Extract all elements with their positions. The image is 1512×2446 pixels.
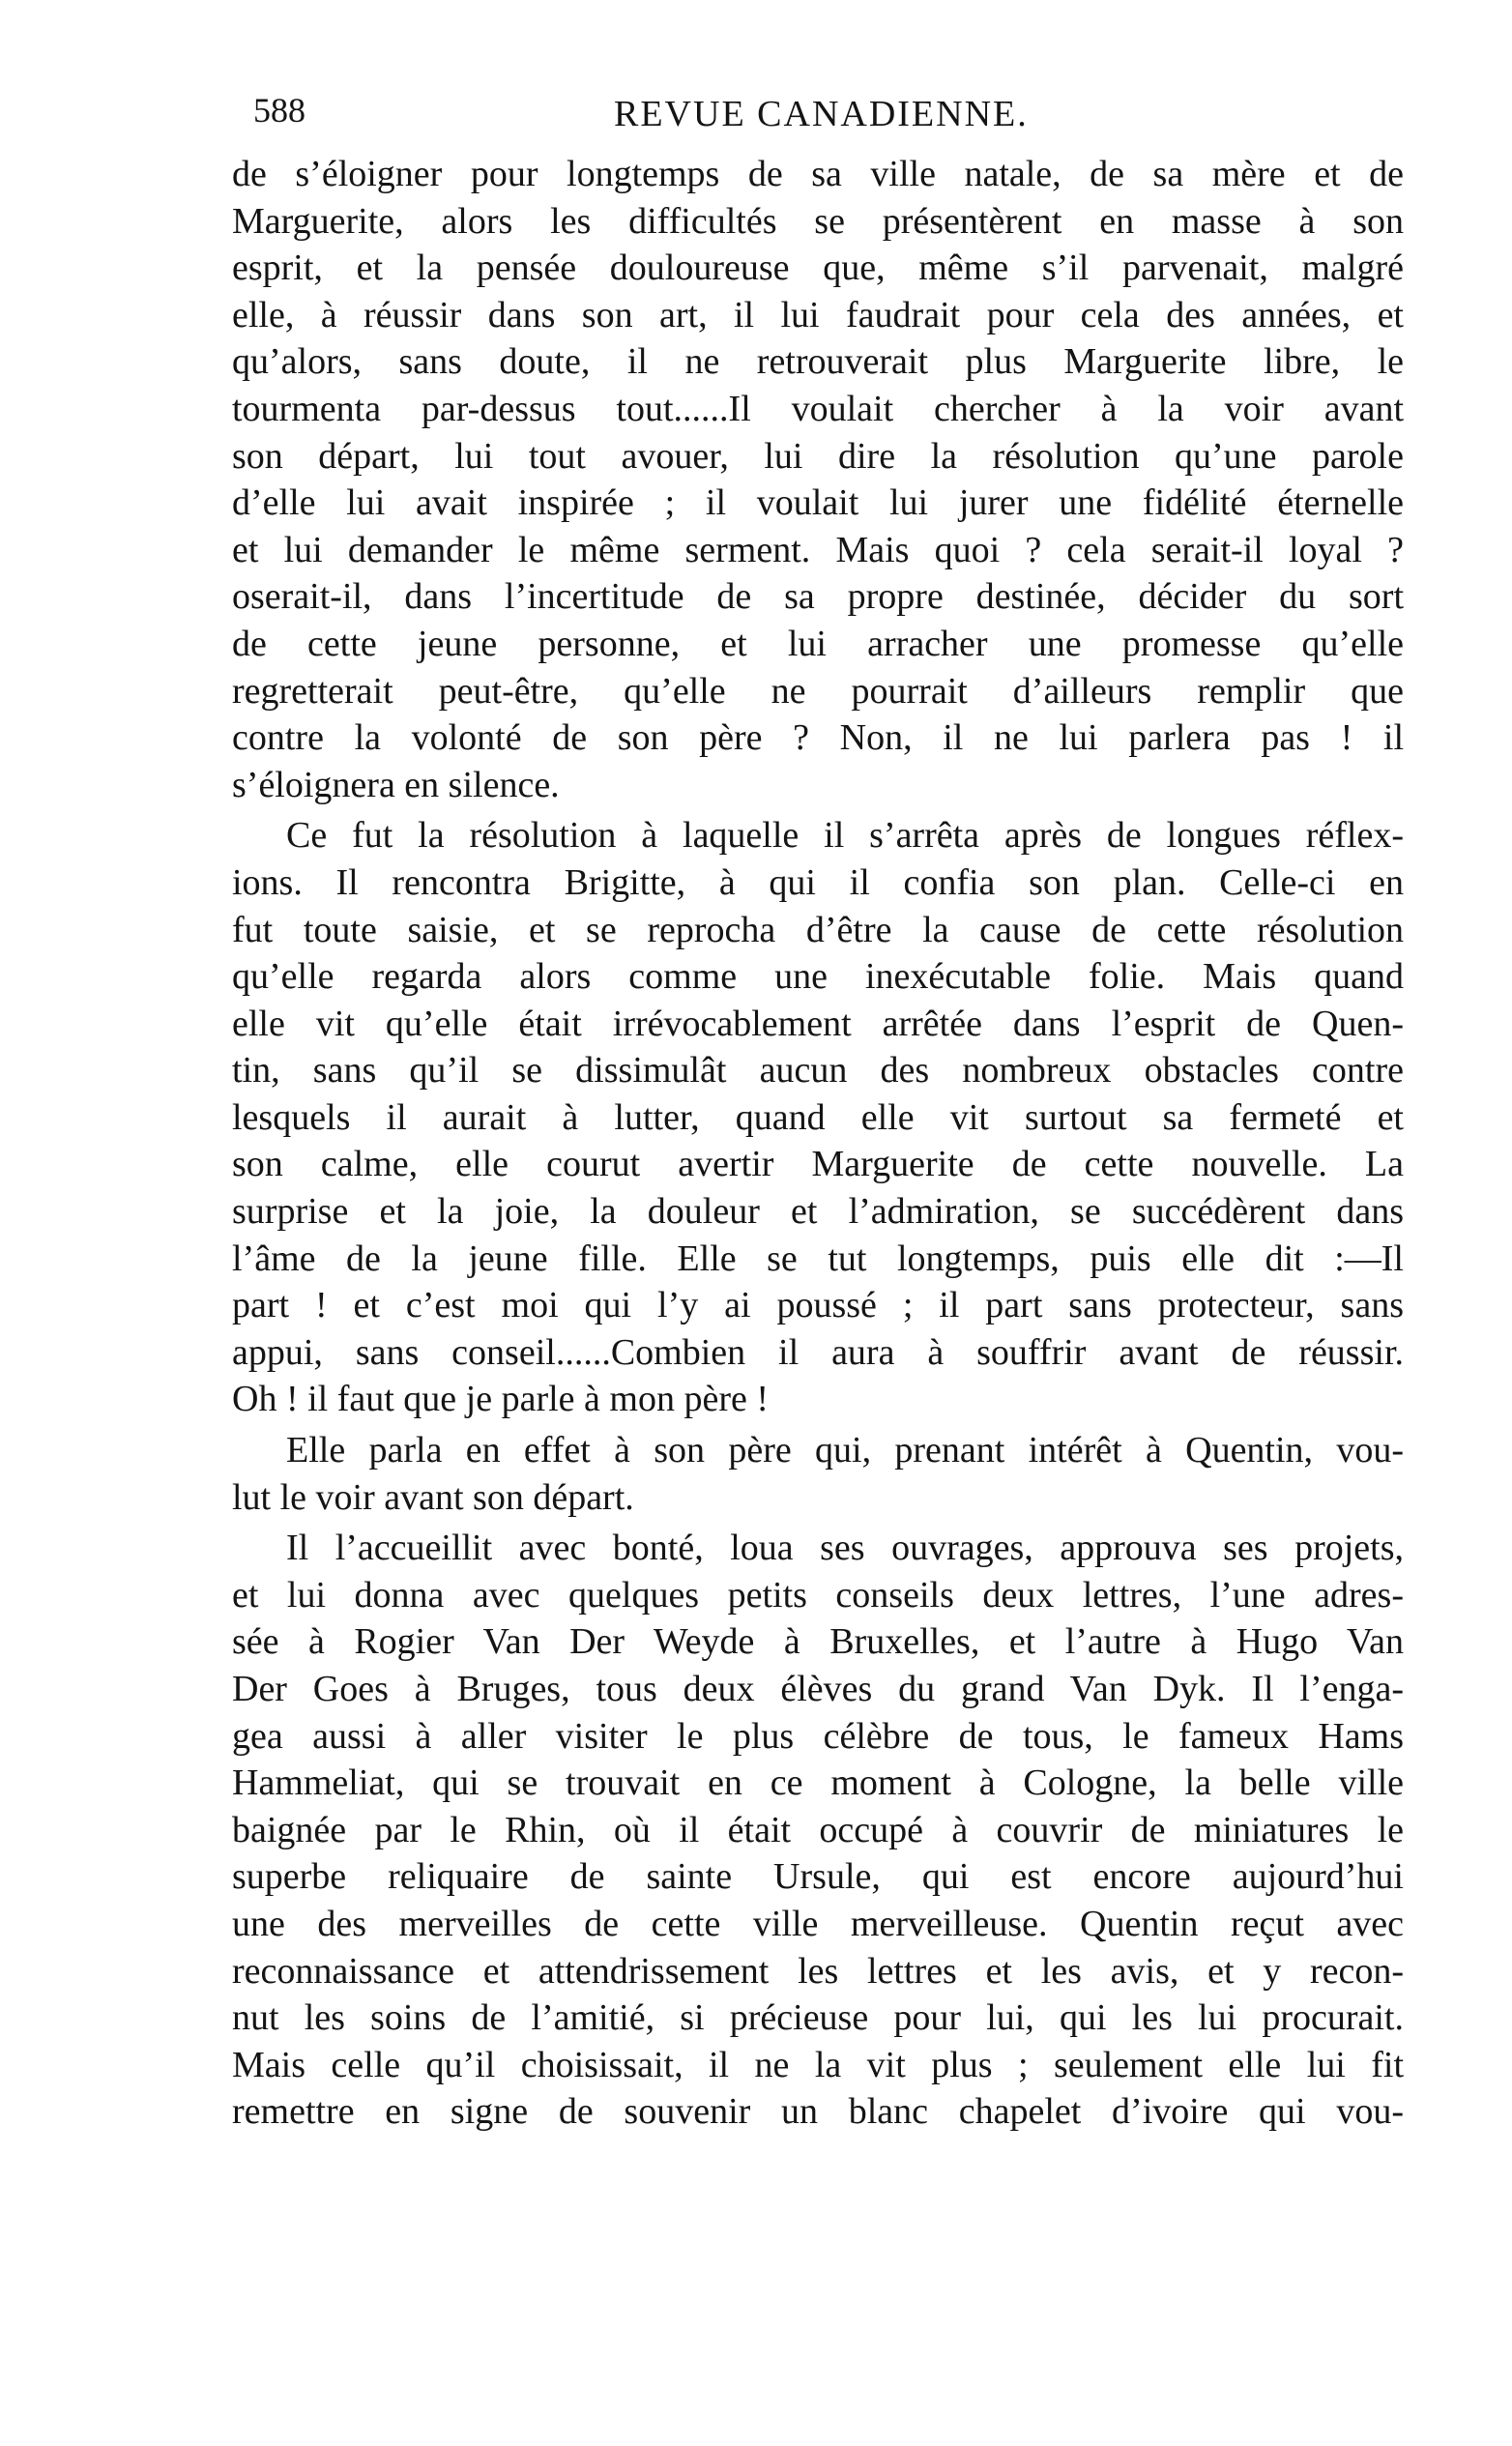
text-line: son calme, elle courut avertir Marguerite de cette nouvelle. La [232, 1144, 1404, 1185]
text-line: de s’éloigner pour longtemps de sa ville natale, de sa mère et de [232, 154, 1404, 194]
page-header [253, 89, 1404, 147]
body-text [232, 151, 1404, 2136]
text-line: part ! et c’est moi qui l’y ai poussé ; il part sans protecteur, sans [232, 1285, 1404, 1326]
text-line: Marguerite, alors les difficultés se présentèrent en masse à son [232, 200, 1404, 242]
running-title: REVUE CANADIENNE. [614, 94, 1029, 134]
text-line: regretterait peut-être, qu’elle ne pourrait d’ailleurs remplir que [232, 670, 1404, 712]
text-line: contre la volonté de son père ? Non, il ne lui parlera pas ! il [232, 717, 1404, 759]
text-line: et lui demander le même serment. Mais quoi ? cela serait-il loyal ? [232, 529, 1404, 570]
text-line: elle vit qu’elle était irrévocablement arrêtée dans l’esprit de Quen- [232, 1003, 1404, 1044]
text-line: de cette jeune personne, et lui arracher une promesse qu’elle [232, 623, 1404, 664]
text-line: qu’elle regarda alors comme une inexécutable folie. Mais quand [232, 956, 1404, 998]
text-line: Mais celle qu’il choisissait, il ne la vit plus ; seulement elle lui fit [232, 2044, 1404, 2085]
text-line: tourmenta par-dessus tout......Il voulait chercher à la voir avant [232, 388, 1404, 429]
paragraph-1 [232, 151, 1404, 808]
paragraph-3 [232, 1427, 1404, 1521]
text-line: Ce fut la résolution à laquelle il s’arrêta après de longues réflex- [286, 815, 1404, 857]
text-line: nut les soins de l’amitié, si précieuse pour lui, qui les lui procurait. [232, 1997, 1404, 2039]
text-line: Oh ! il faut que je parle à mon père ! [232, 1379, 769, 1420]
text-line: baignée par le Rhin, où il était occupé à couvrir de miniatures le [232, 1809, 1404, 1850]
text-line: s’éloignera en silence. [232, 764, 560, 805]
text-line: qu’alors, sans doute, il ne retrouverait plus Marguerite libre, le [232, 341, 1404, 383]
text-line: oserait-il, dans l’incertitude de sa propre destinée, décider du sort [232, 576, 1404, 618]
text-line: Hammeliat, qui se trouvait en ce moment à Cologne, la belle ville [232, 1762, 1404, 1804]
text-line: reconnaissance et attendrissement les lettres et les avis, et y recon- [232, 1950, 1404, 1992]
text-line: et lui donna avec quelques petits conseils deux lettres, l’une adres- [232, 1574, 1404, 1616]
text-line: l’âme de la jeune fille. Elle se tut longtemps, puis elle dit :—Il [232, 1238, 1404, 1279]
text-line: fut toute saisie, et se reprocha d’être la cause de cette résolution [232, 909, 1404, 950]
text-line: d’elle lui avait inspirée ; il voulait lui jurer une fidélité éternelle [232, 482, 1404, 524]
text-line: appui, sans conseil......Combien il aura à souffrir avant de réussir. [232, 1331, 1404, 1373]
text-line: son départ, lui tout avouer, lui dire la résolution qu’une parole [232, 435, 1404, 477]
text-line: elle, à réussir dans son art, il lui faudrait pour cela des années, et [232, 294, 1404, 335]
text-line: remettre en signe de souvenir un blanc chapelet d’ivoire qui vou- [232, 2091, 1404, 2133]
text-line: esprit, et la pensée douloureuse que, même s’il parvenait, malgré [232, 248, 1404, 289]
text-line: Il l’accueillit avec bonté, loua ses ouvrages, approuva ses projets, [286, 1528, 1404, 1569]
text-line: sée à Rogier Van Der Weyde à Bruxelles, et l’autre à Hugo Van [232, 1621, 1404, 1663]
text-line: tin, sans qu’il se dissimulât aucun des nombreux obstacles contre [232, 1050, 1404, 1092]
text-line: surprise et la joie, la douleur et l’admiration, se succédèrent dans [232, 1191, 1404, 1233]
paragraph-4 [232, 1525, 1404, 2136]
text-line: superbe reliquaire de sainte Ursule, qui est encore aujourd’hui [232, 1856, 1404, 1898]
page-number: 588 [253, 91, 305, 130]
paragraph-2 [232, 812, 1404, 1423]
text-line: lesquels il aurait à lutter, quand elle vit surtout sa fermeté et [232, 1096, 1404, 1138]
text-line: Der Goes à Bruges, tous deux élèves du grand Van Dyk. Il l’enga- [232, 1669, 1404, 1709]
text-line: gea aussi à aller visiter le plus célèbre de tous, le fameux Hams [232, 1715, 1404, 1757]
text-line: ions. Il rencontra Brigitte, à qui il confia son plan. Celle-ci en [232, 861, 1404, 903]
text-line: lut le voir avant son départ. [232, 1476, 634, 1518]
text-line: une des merveilles de cette ville merveilleuse. Quentin reçut avec [232, 1903, 1404, 1944]
text-line: Elle parla en effet à son père qui, prenant intérêt à Quentin, vou- [286, 1430, 1404, 1471]
